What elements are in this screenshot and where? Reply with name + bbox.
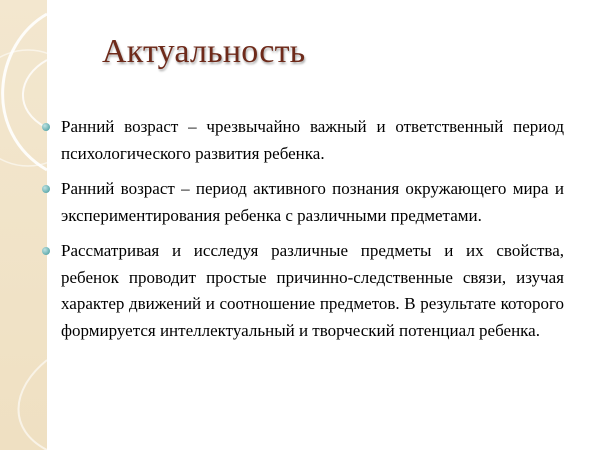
bullet-item (41, 238, 564, 344)
bullet-list (41, 114, 564, 353)
bullet-text: Ранний возраст – период активного познания окружающего мира и экспериментирования ребенка с различными предметами. (61, 179, 564, 225)
bullet-dot-icon (42, 123, 50, 131)
bullet-text: Ранний возраст – чрезвычайно важный и ответственный период психологического развития ребенка. (61, 117, 564, 163)
bullet-dot-icon (42, 247, 50, 255)
bullet-item (41, 114, 564, 167)
bullet-dot-icon (42, 185, 50, 193)
slide-title: Актуальность (102, 33, 306, 70)
bullet-item (41, 176, 564, 229)
decorative-side-panel (0, 0, 47, 450)
bullet-text: Рассматривая и исследуя различные предметы и их свойства, ребенок проводит простые причинно-следственные связи, изучая характер движений и соотношение предметов. В результате которого формируется интеллектуальный и творческий потенциал ребенка. (61, 241, 564, 340)
